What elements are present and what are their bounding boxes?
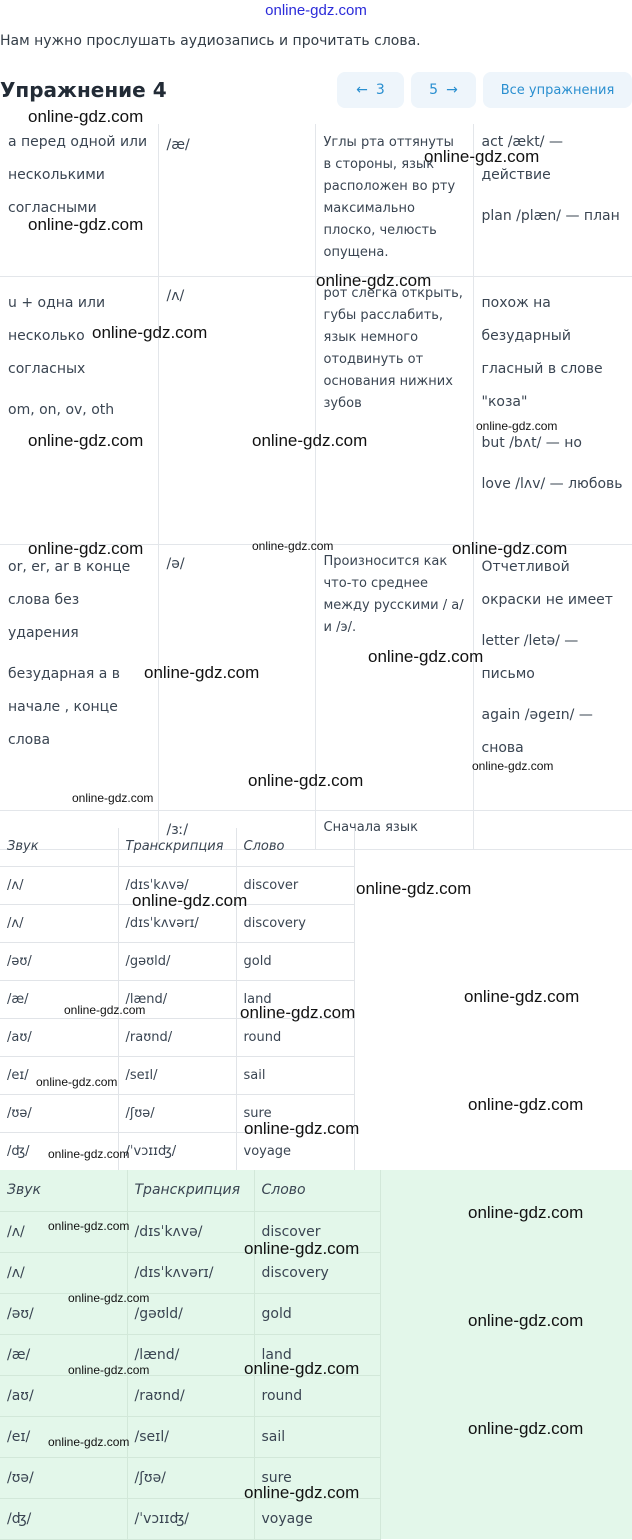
word-cell: voyage [236, 1132, 354, 1170]
watermark: online-gdz.com [48, 1219, 130, 1233]
table-row [0, 1375, 380, 1416]
sound-cell: /əʊ/ [0, 1293, 127, 1334]
sound-cell: /ʌ/ [0, 1211, 127, 1252]
phonetics-cell-text: love /lʌv/ — любовь [481, 475, 623, 492]
watermark: online-gdz.com [368, 647, 484, 666]
intro-text: Нам нужно прослушать аудиозапись и прочитать слова. [0, 33, 421, 49]
word-cell: sail [236, 1056, 354, 1094]
watermark: online-gdz.com [28, 107, 144, 126]
word-cell: round [254, 1375, 380, 1416]
phonetics-cell-text: letter /letə/ — письмо [481, 632, 579, 682]
site-watermark-top: online-gdz.com [265, 2, 367, 19]
transcription-cell: /seɪl/ [127, 1416, 254, 1457]
sound-cell: /ʌ/ [0, 866, 118, 904]
phonetics-cell-text: безударная а в начале , конце слова [8, 665, 121, 748]
sound-cell: /eɪ/ [0, 1416, 127, 1457]
column-header: Звук [0, 1170, 127, 1211]
word-cell: sure [254, 1457, 380, 1498]
transcription-cell: /raʊnd/ [118, 1018, 236, 1056]
phonetics-cell-col3 [315, 276, 473, 544]
phonetics-cell-text: а перед одной или несколькими согласными [8, 134, 148, 216]
arrow-right-icon: → [446, 82, 458, 98]
word-cell: sure [236, 1094, 354, 1132]
phonetics-cell-col1 [0, 124, 158, 276]
transcription-cell: /raʊnd/ [127, 1375, 254, 1416]
phonetics-cell-text: /ə/ [166, 555, 185, 572]
watermark: online-gdz.com [240, 1003, 356, 1022]
watermark: online-gdz.com [252, 431, 368, 450]
transcription-cell: /ʃʊə/ [118, 1094, 236, 1132]
transcription-cell: /gəʊld/ [127, 1293, 254, 1334]
transcription-cell: /ʃʊə/ [127, 1457, 254, 1498]
column-header: Слово [254, 1170, 380, 1211]
sound-cell: /æ/ [0, 1334, 127, 1375]
column-header: Слово [236, 828, 354, 866]
arrow-left-icon: ← [356, 82, 368, 98]
sound-cell: /ʤ/ [0, 1498, 127, 1539]
phonetics-cell-col4 [473, 810, 632, 849]
watermark: online-gdz.com [132, 891, 248, 910]
watermark: online-gdz.com [244, 1483, 360, 1502]
word-cell: round [236, 1018, 354, 1056]
phonetics-cell-text: Произносится как что-то среднее между русскими / а/ и /э/. [323, 553, 464, 635]
word-cell: gold [254, 1293, 380, 1334]
table-row [0, 1293, 380, 1334]
all-exercises-label: Все упражнения [500, 82, 615, 98]
phonetics-cell-text: /ʌ/ [166, 287, 185, 304]
watermark: online-gdz.com [476, 419, 558, 433]
watermark: online-gdz.com [356, 879, 472, 898]
watermark: online-gdz.com [48, 1147, 130, 1161]
phonetics-cell-text: Углы рта оттянуты в стороны, язык расположен во рту максимально плоско, челюсть опущена. [323, 135, 456, 260]
transcription-cell: /dɪsˈkʌvərɪ/ [127, 1252, 254, 1293]
word-cell: discovery [254, 1252, 380, 1293]
phonetics-cell-text: /æ/ [166, 137, 190, 153]
phonetics-cell-text: act /ækt/ — действие [481, 134, 563, 183]
transcription-cell: /ˈvɔɪɪʤ/ [118, 1132, 236, 1170]
prev-exercise-label: 3 [375, 82, 385, 98]
watermark: online-gdz.com [464, 987, 580, 1006]
transcription-cell: /dɪsˈkʌvə/ [118, 866, 236, 904]
transcription-cell: /dɪsˈkʌvərɪ/ [118, 904, 236, 942]
transcription-cell: /dɪsˈkʌvə/ [127, 1211, 254, 1252]
phonetics-cell-text: or, er, ar в конце слова без ударения [8, 558, 131, 641]
prev-exercise-button[interactable] [337, 72, 404, 108]
transcription-cell: /lænd/ [127, 1334, 254, 1375]
watermark: online-gdz.com [68, 1291, 150, 1305]
transcription-cell: /seɪl/ [118, 1056, 236, 1094]
sound-cell: /æ/ [0, 980, 118, 1018]
word-cell: voyage [254, 1498, 380, 1539]
watermark: online-gdz.com [64, 1003, 146, 1017]
phonetics-cell-text: but /bʌt/ — но [481, 434, 582, 451]
watermark: online-gdz.com [452, 539, 568, 558]
watermark: online-gdz.com [468, 1095, 584, 1114]
exercise-title: Упражнение 4 [0, 78, 167, 102]
sound-cell: /eɪ/ [0, 1056, 118, 1094]
watermark: online-gdz.com [244, 1359, 360, 1378]
sound-cell: /ʌ/ [0, 1252, 127, 1293]
phonetics-cell-text: Сначала язык [323, 819, 418, 835]
table-row [0, 1018, 354, 1056]
watermark: online-gdz.com [68, 1363, 150, 1377]
word-cell: land [236, 980, 354, 1018]
phonetics-cell-col1 [0, 544, 158, 810]
watermark: online-gdz.com [28, 431, 144, 450]
sound-cell: /ʊə/ [0, 1457, 127, 1498]
watermark: online-gdz.com [468, 1203, 584, 1222]
phonetics-cell-text: похож на безударный гласный в слове "коза" [481, 294, 603, 410]
word-cell: discover [254, 1211, 380, 1252]
watermark: online-gdz.com [468, 1311, 584, 1330]
watermark: online-gdz.com [48, 1435, 130, 1449]
watermark: online-gdz.com [472, 759, 554, 773]
watermark: online-gdz.com [424, 147, 540, 166]
phonetics-cell-text: /ɜː/ [166, 821, 189, 838]
phonetics-cell-text: again /əgeɪn/ — снова [481, 706, 593, 756]
table-row [0, 942, 354, 980]
phonetics-cell-text: Отчетливой окраски не имеет [481, 558, 613, 608]
word-cell: gold [236, 942, 354, 980]
word-cell: land [254, 1334, 380, 1375]
watermark: online-gdz.com [36, 1075, 118, 1089]
word-cell: sail [254, 1416, 380, 1457]
watermark: online-gdz.com [316, 271, 432, 290]
column-header: Транскрипция [118, 828, 236, 866]
sound-cell: /ʌ/ [0, 904, 118, 942]
column-header: Звук [0, 828, 118, 866]
next-exercise-button[interactable] [411, 72, 476, 108]
word-cell: discover [236, 866, 354, 904]
watermark: online-gdz.com [252, 539, 334, 553]
phonetics-row [0, 276, 632, 544]
word-cell: discovery [236, 904, 354, 942]
watermark: online-gdz.com [92, 323, 208, 342]
all-exercises-button[interactable] [483, 72, 632, 108]
watermark: online-gdz.com [28, 539, 144, 558]
phonetics-cell-text: u + одна или несколько согласных [8, 294, 106, 377]
watermark: online-gdz.com [72, 791, 154, 805]
phonetics-cell-text: plan /plæn/ — план [481, 208, 620, 224]
table-row [0, 1498, 380, 1539]
phonetics-cell-col1 [0, 276, 158, 544]
watermark: online-gdz.com [468, 1419, 584, 1438]
next-exercise-label: 5 [429, 82, 439, 98]
exercise-header [0, 72, 632, 108]
sound-cell: /aʊ/ [0, 1375, 127, 1416]
transcription-cell: /lænd/ [118, 980, 236, 1018]
phonetics-cell-text: рот слегка открыть, губы расслабить, язык немного отодвинуть от основания нижних зубов [323, 285, 463, 411]
column-header: Транскрипция [127, 1170, 254, 1211]
watermark: online-gdz.com [244, 1239, 360, 1258]
sound-cell: /ʊə/ [0, 1094, 118, 1132]
phonetics-cell-col4 [473, 276, 632, 544]
watermark: online-gdz.com [144, 663, 260, 682]
phonetics-cell-text: om, on, ov, oth [8, 401, 115, 418]
watermark: online-gdz.com [248, 771, 364, 790]
transcription-cell: /gəʊld/ [118, 942, 236, 980]
watermark: online-gdz.com [28, 215, 144, 234]
watermark: online-gdz.com [244, 1119, 360, 1138]
sound-cell: /ʤ/ [0, 1132, 118, 1170]
phonetics-cell-col2 [158, 124, 315, 276]
transcription-cell: /ˈvɔɪɪʤ/ [127, 1498, 254, 1539]
sound-cell: /aʊ/ [0, 1018, 118, 1056]
sound-cell: /əʊ/ [0, 942, 118, 980]
phonetics-cell-col2 [158, 276, 315, 544]
table-row [0, 1252, 380, 1293]
